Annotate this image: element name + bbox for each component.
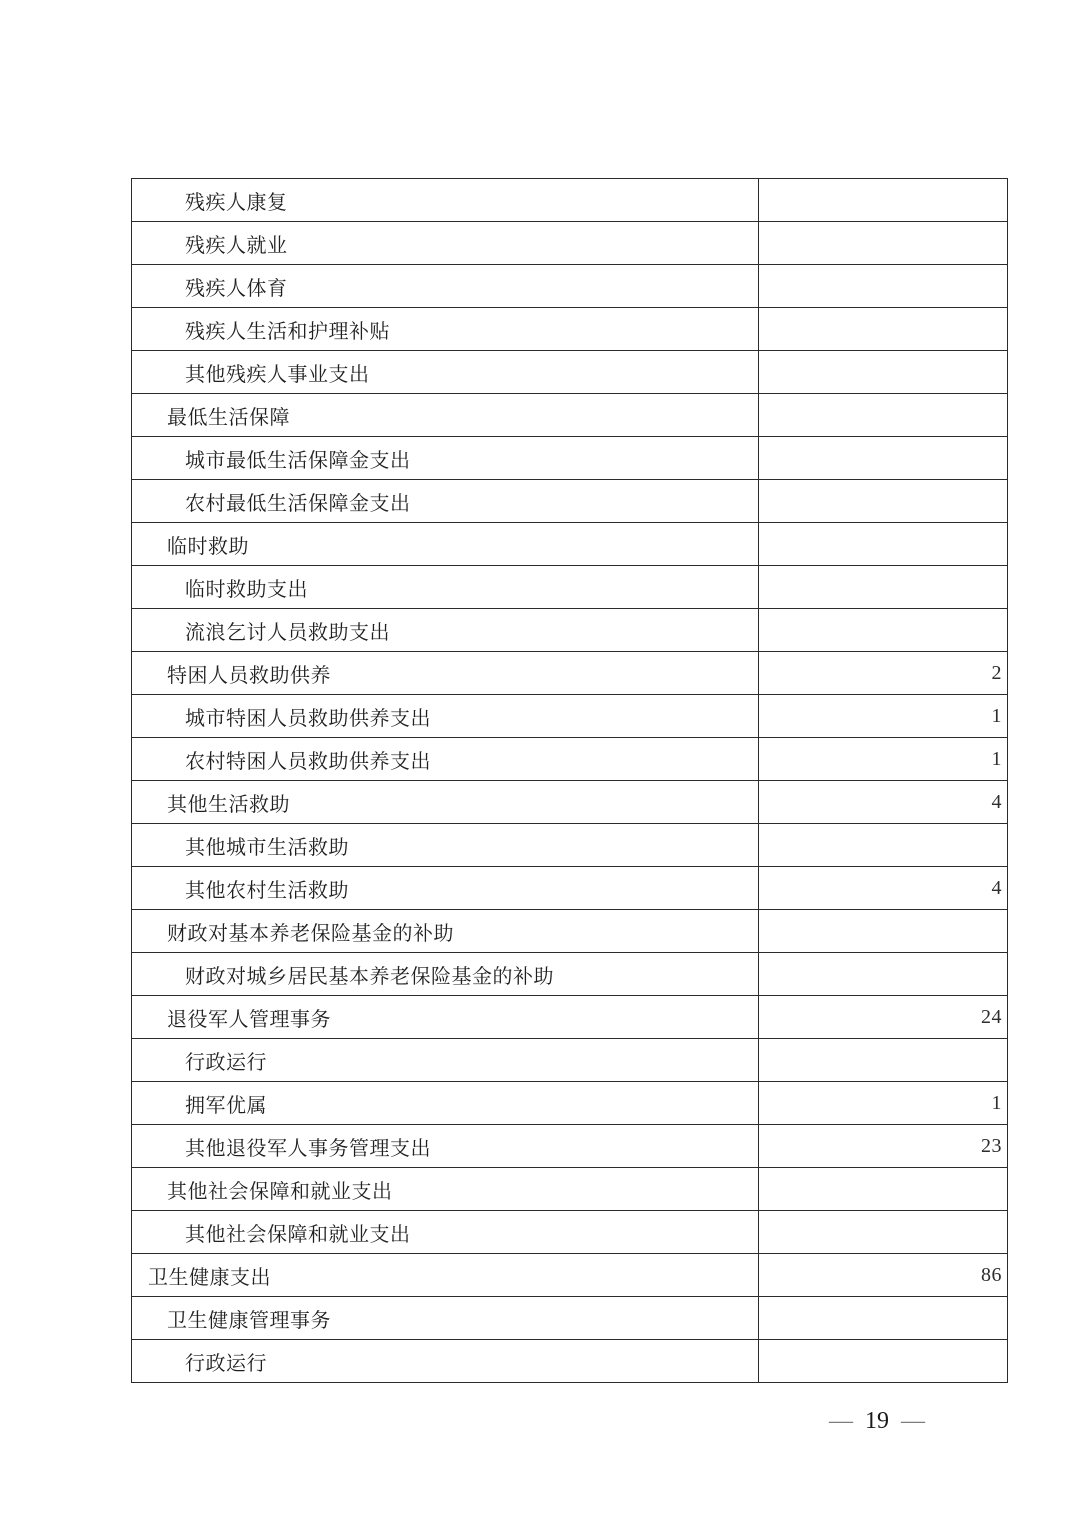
amount-value bbox=[759, 179, 1008, 222]
table-row bbox=[132, 1340, 1008, 1383]
category-label: 财政对基本养老保险基金的补助 bbox=[132, 910, 759, 953]
table-row bbox=[132, 824, 1008, 867]
amount-value bbox=[759, 351, 1008, 394]
amount-value: 2 bbox=[759, 652, 1008, 695]
table-row bbox=[132, 1039, 1008, 1082]
table-row bbox=[132, 910, 1008, 953]
amount-value: 4 bbox=[759, 867, 1008, 910]
amount-value bbox=[759, 609, 1008, 652]
amount-value bbox=[759, 910, 1008, 953]
category-label: 残疾人就业 bbox=[132, 222, 759, 265]
amount-value bbox=[759, 222, 1008, 265]
category-label: 残疾人康复 bbox=[132, 179, 759, 222]
category-label: 行政运行 bbox=[132, 1340, 759, 1383]
category-label: 其他城市生活救助 bbox=[132, 824, 759, 867]
category-label: 残疾人体育 bbox=[132, 265, 759, 308]
category-label: 卫生健康支出 bbox=[132, 1254, 759, 1297]
category-label: 退役军人管理事务 bbox=[132, 996, 759, 1039]
table-row bbox=[132, 1254, 1008, 1297]
amount-value bbox=[759, 523, 1008, 566]
amount-value bbox=[759, 1340, 1008, 1383]
amount-value bbox=[759, 1039, 1008, 1082]
budget-table bbox=[131, 178, 1008, 1383]
table-row bbox=[132, 1082, 1008, 1125]
category-label: 其他生活救助 bbox=[132, 781, 759, 824]
table-row bbox=[132, 781, 1008, 824]
category-label: 其他社会保障和就业支出 bbox=[132, 1211, 759, 1254]
table-row bbox=[132, 652, 1008, 695]
category-label: 农村最低生活保障金支出 bbox=[132, 480, 759, 523]
table-row bbox=[132, 480, 1008, 523]
table-row bbox=[132, 609, 1008, 652]
amount-value: 4 bbox=[759, 781, 1008, 824]
category-label: 城市最低生活保障金支出 bbox=[132, 437, 759, 480]
amount-value bbox=[759, 394, 1008, 437]
table-row bbox=[132, 179, 1008, 222]
table-row bbox=[132, 351, 1008, 394]
category-label: 流浪乞讨人员救助支出 bbox=[132, 609, 759, 652]
table-row bbox=[132, 437, 1008, 480]
table-row bbox=[132, 695, 1008, 738]
budget-table-body bbox=[132, 179, 1008, 1383]
category-label: 临时救助 bbox=[132, 523, 759, 566]
amount-value bbox=[759, 566, 1008, 609]
amount-value bbox=[759, 265, 1008, 308]
page-footer bbox=[812, 1408, 942, 1435]
amount-value bbox=[759, 480, 1008, 523]
amount-value bbox=[759, 437, 1008, 480]
category-label: 其他退役军人事务管理支出 bbox=[132, 1125, 759, 1168]
page-number: 19 bbox=[865, 1408, 889, 1434]
amount-value: 1 bbox=[759, 1082, 1008, 1125]
amount-value: 24 bbox=[759, 996, 1008, 1039]
category-label: 残疾人生活和护理补贴 bbox=[132, 308, 759, 351]
table-row bbox=[132, 1125, 1008, 1168]
category-label: 其他农村生活救助 bbox=[132, 867, 759, 910]
amount-value bbox=[759, 953, 1008, 996]
category-label: 卫生健康管理事务 bbox=[132, 1297, 759, 1340]
table-row bbox=[132, 566, 1008, 609]
category-label: 特困人员救助供养 bbox=[132, 652, 759, 695]
category-label: 其他残疾人事业支出 bbox=[132, 351, 759, 394]
table-row bbox=[132, 1211, 1008, 1254]
table-row bbox=[132, 1297, 1008, 1340]
table-row bbox=[132, 1168, 1008, 1211]
table-row bbox=[132, 394, 1008, 437]
table-row bbox=[132, 953, 1008, 996]
table-row bbox=[132, 996, 1008, 1039]
footer-dash-right: — bbox=[901, 1408, 925, 1434]
category-label: 拥军优属 bbox=[132, 1082, 759, 1125]
amount-value bbox=[759, 824, 1008, 867]
amount-value bbox=[759, 1297, 1008, 1340]
category-label: 行政运行 bbox=[132, 1039, 759, 1082]
table-row bbox=[132, 523, 1008, 566]
amount-value: 86 bbox=[759, 1254, 1008, 1297]
category-label: 农村特困人员救助供养支出 bbox=[132, 738, 759, 781]
amount-value bbox=[759, 308, 1008, 351]
table-row bbox=[132, 308, 1008, 351]
category-label: 财政对城乡居民基本养老保险基金的补助 bbox=[132, 953, 759, 996]
category-label: 临时救助支出 bbox=[132, 566, 759, 609]
amount-value: 23 bbox=[759, 1125, 1008, 1168]
amount-value: 1 bbox=[759, 695, 1008, 738]
table-row bbox=[132, 867, 1008, 910]
table-row bbox=[132, 265, 1008, 308]
table-row bbox=[132, 222, 1008, 265]
amount-value: 1 bbox=[759, 738, 1008, 781]
category-label: 最低生活保障 bbox=[132, 394, 759, 437]
footer-dash-left: — bbox=[829, 1408, 853, 1434]
amount-value bbox=[759, 1211, 1008, 1254]
category-label: 城市特困人员救助供养支出 bbox=[132, 695, 759, 738]
table-row bbox=[132, 738, 1008, 781]
category-label: 其他社会保障和就业支出 bbox=[132, 1168, 759, 1211]
amount-value bbox=[759, 1168, 1008, 1211]
